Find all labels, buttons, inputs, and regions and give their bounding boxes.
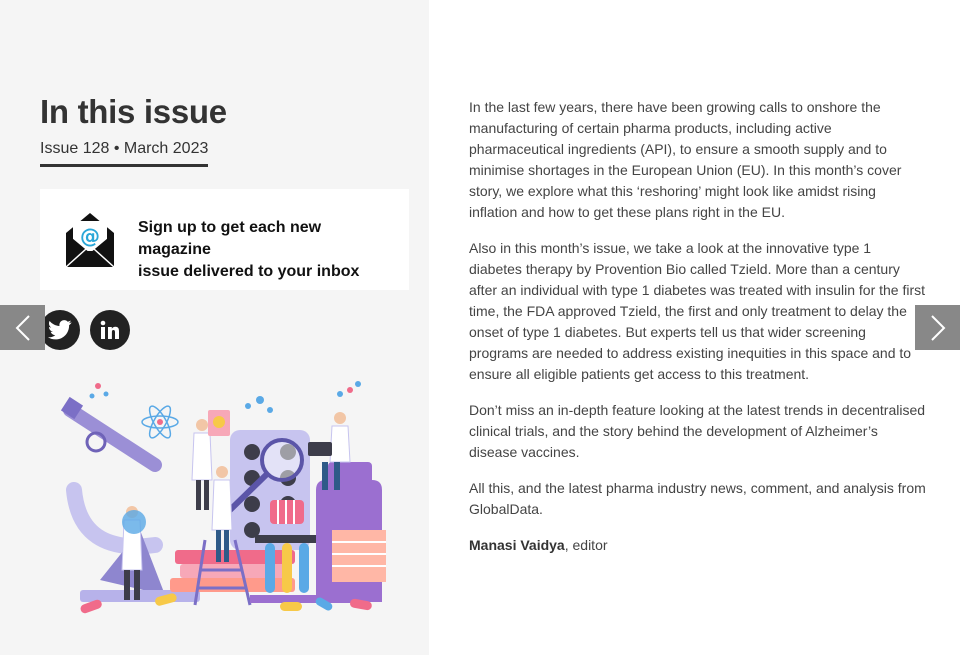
linkedin-icon [100,320,120,340]
signup-text[interactable] [138,217,398,283]
chevron-right-icon [930,315,946,341]
chevron-left-icon [15,315,31,341]
twitter-icon [48,320,72,340]
article-paragraph: In the last few years, there have been growing calls to onshore the manufacturing of certain pharma products, including active pharmaceutical ingredients (API), to ensure a smooth supply and to minimise shortages in the European Union (EU). In this month’s cover story, we explore what this ‘reshoring’ might look like amidst rising inflation and how to get these plans right in the EU. [469,99,902,220]
editor-letter [469,97,927,571]
svg-text:@: @ [80,224,100,248]
next-page-button[interactable] [915,305,960,350]
editor-signature [469,535,927,556]
issue-info: Issue 128 • March 2023 [40,140,208,167]
linkedin-button[interactable] [90,310,130,350]
article-paragraph: Don’t miss an in-depth feature looking at the latest trends in decentralised clinical trials, and the story behind the development of Alzheimer’s disease vaccines. [469,402,926,460]
article-paragraph: Also in this month’s issue, we take a look at the innovative type 1 diabetes therapy by Provention Bio called Tzield. More than a century after an individual with type 1 diabetes was treated with insulin for the first time, the FDA approved Tzield, the first and only treatment to delay the onset of type 1 diabetes. But experts tell us that wider screening programs are needed to address existing inequities in this space and to ensure all eligible patients get access to this treatment. [469,240,926,382]
envelope-at-icon [62,211,118,269]
article-paragraph: All this, and the latest pharma industry news, comment, and analysis from GlobalData. [469,480,926,517]
newsletter-signup[interactable] [40,189,409,290]
page-title: In this issue [40,93,227,130]
editor-role: , editor [564,537,608,553]
twitter-button[interactable] [40,310,80,350]
signup-line-2: issue delivered to your inbox [138,263,360,280]
editor-name: Manasi Vaidya [469,537,565,553]
prev-page-button[interactable] [0,305,45,350]
pharma-lab-illustration [60,380,390,620]
signup-line-1: Sign up to get each new magazine [138,219,322,258]
